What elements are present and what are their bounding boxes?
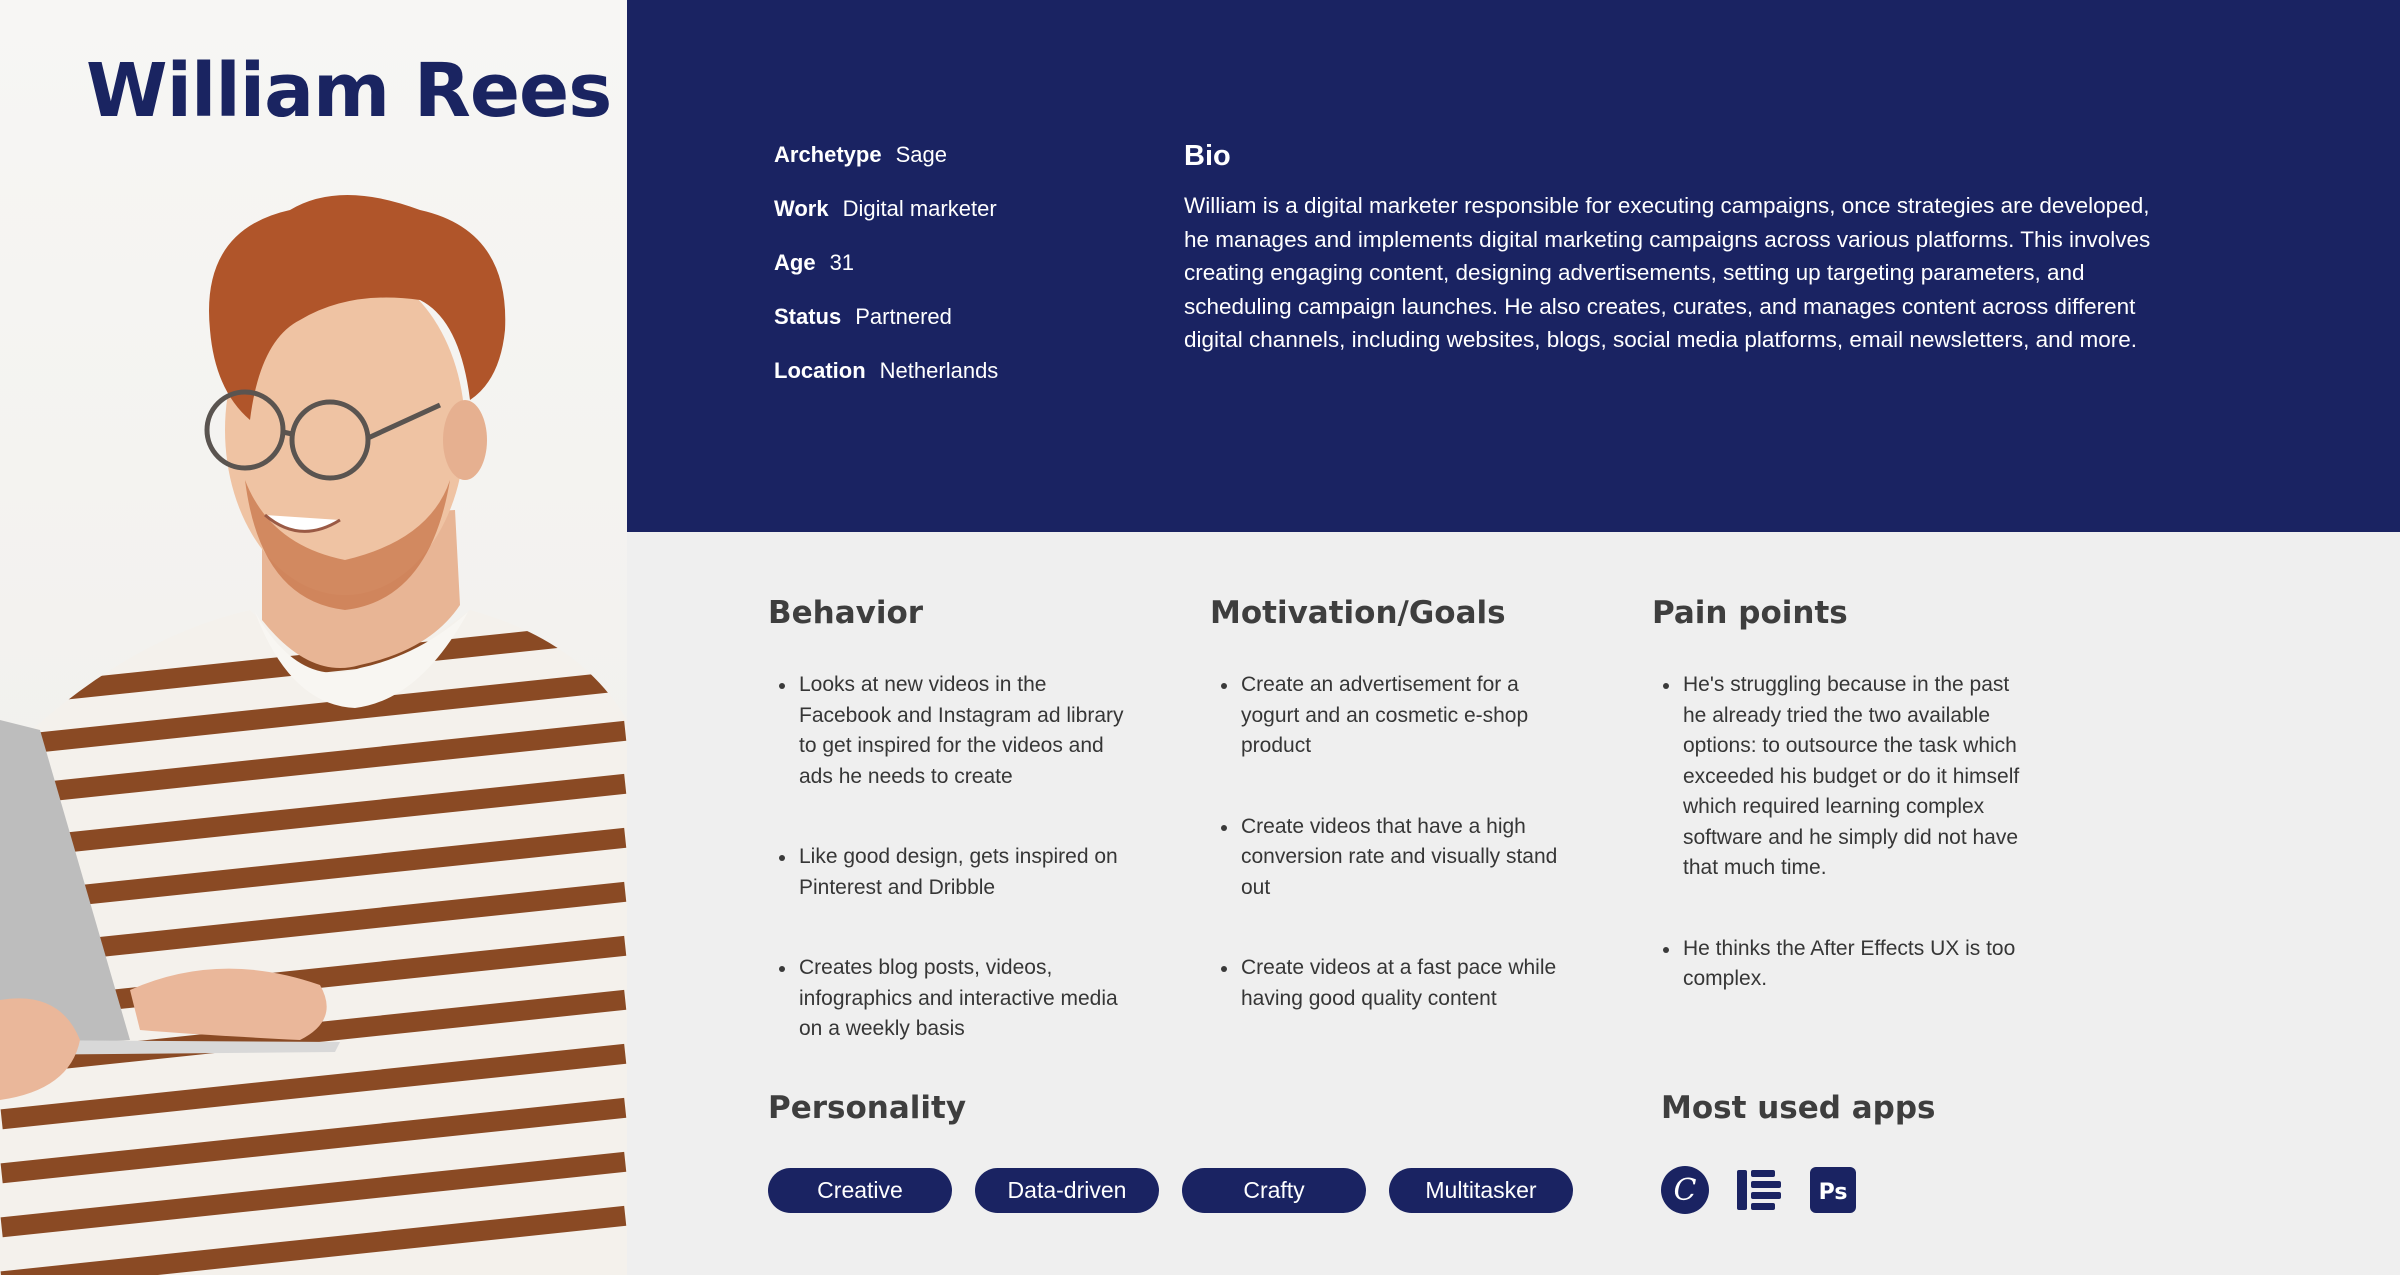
list-item: Create videos at a fast pace while having good quality content xyxy=(1210,953,1580,1014)
bio-section xyxy=(1184,140,2159,357)
list-item: Create an advertisement for a yogurt and an cosmetic e-shop product xyxy=(1210,670,1580,762)
personality-tag: Crafty xyxy=(1182,1168,1366,1213)
fact-status xyxy=(774,304,998,358)
photoshop-icon xyxy=(1809,1166,1857,1214)
pain-points-title: Pain points xyxy=(1652,595,1848,631)
fact-value: 31 xyxy=(829,250,855,275)
fact-value: Partnered xyxy=(855,304,952,329)
personality-tag: Creative xyxy=(768,1168,952,1213)
apps-title: Most used apps xyxy=(1661,1090,1936,1126)
list-item: Creates blog posts, videos, infographics and interactive media on a weekly basis xyxy=(768,953,1143,1045)
apps-list xyxy=(1661,1166,1857,1214)
list-item: Create videos that have a high conversion rate and visually stand out xyxy=(1210,812,1580,904)
fact-label: Work xyxy=(774,196,829,221)
fact-label: Status xyxy=(774,304,842,329)
fact-value: Sage xyxy=(895,142,947,167)
fact-age xyxy=(774,250,998,304)
fact-label: Location xyxy=(774,358,866,383)
list-item: Like good design, gets inspired on Pinterest and Dribble xyxy=(768,842,1143,903)
personality-tag: Data-driven xyxy=(975,1168,1159,1213)
svg-text:Ps: Ps xyxy=(1818,1180,1848,1205)
svg-text:C: C xyxy=(1673,1173,1697,1208)
behavior-title: Behavior xyxy=(768,595,924,631)
elementor-icon xyxy=(1735,1166,1783,1214)
persona-facts xyxy=(774,142,998,412)
persona-photo xyxy=(0,0,627,1275)
bio-title: Bio xyxy=(1184,140,1231,172)
fact-value: Digital marketer xyxy=(842,196,997,221)
list-item: He's struggling because in the past he already tried the two available options: to outsource the task which exceeded his budget or do it himself which required learning complex software and he simply did not have that much time. xyxy=(1652,670,2022,884)
fact-label: Archetype xyxy=(774,142,882,167)
goals-list xyxy=(1210,670,1580,1014)
list-item: He thinks the After Effects UX is too complex. xyxy=(1652,934,2022,995)
bio-text: William is a digital marketer responsible for executing campaigns, once strategies are developed, he manages and implements digital marketing campaigns across various platforms. This involves creating engaging content, designing advertisements, setting up targeting parameters, and scheduling campaign launches. He also creates, curates, and manages content across different digital channels, including websites, blogs, social media platforms, email newsletters, and more. xyxy=(1184,193,2151,352)
list-item: Looks at new videos in the Facebook and Instagram ad library to get inspired for the videos and ads he needs to create xyxy=(768,670,1143,792)
fact-location xyxy=(774,358,998,412)
goals-title: Motivation/Goals xyxy=(1210,595,1506,631)
persona-photo-panel xyxy=(0,0,627,1275)
behavior-list xyxy=(768,670,1143,1045)
fact-value: Netherlands xyxy=(879,358,999,383)
fact-label: Age xyxy=(774,250,816,275)
persona-name: William Rees xyxy=(86,48,612,134)
pain-points-list xyxy=(1652,670,2022,995)
fact-archetype xyxy=(774,142,998,196)
personality-tags xyxy=(768,1168,1573,1213)
canva-icon xyxy=(1661,1166,1709,1214)
personality-title: Personality xyxy=(768,1090,967,1126)
fact-work xyxy=(774,196,998,250)
personality-tag: Multitasker xyxy=(1389,1168,1573,1213)
persona-summary-panel xyxy=(627,0,2400,532)
